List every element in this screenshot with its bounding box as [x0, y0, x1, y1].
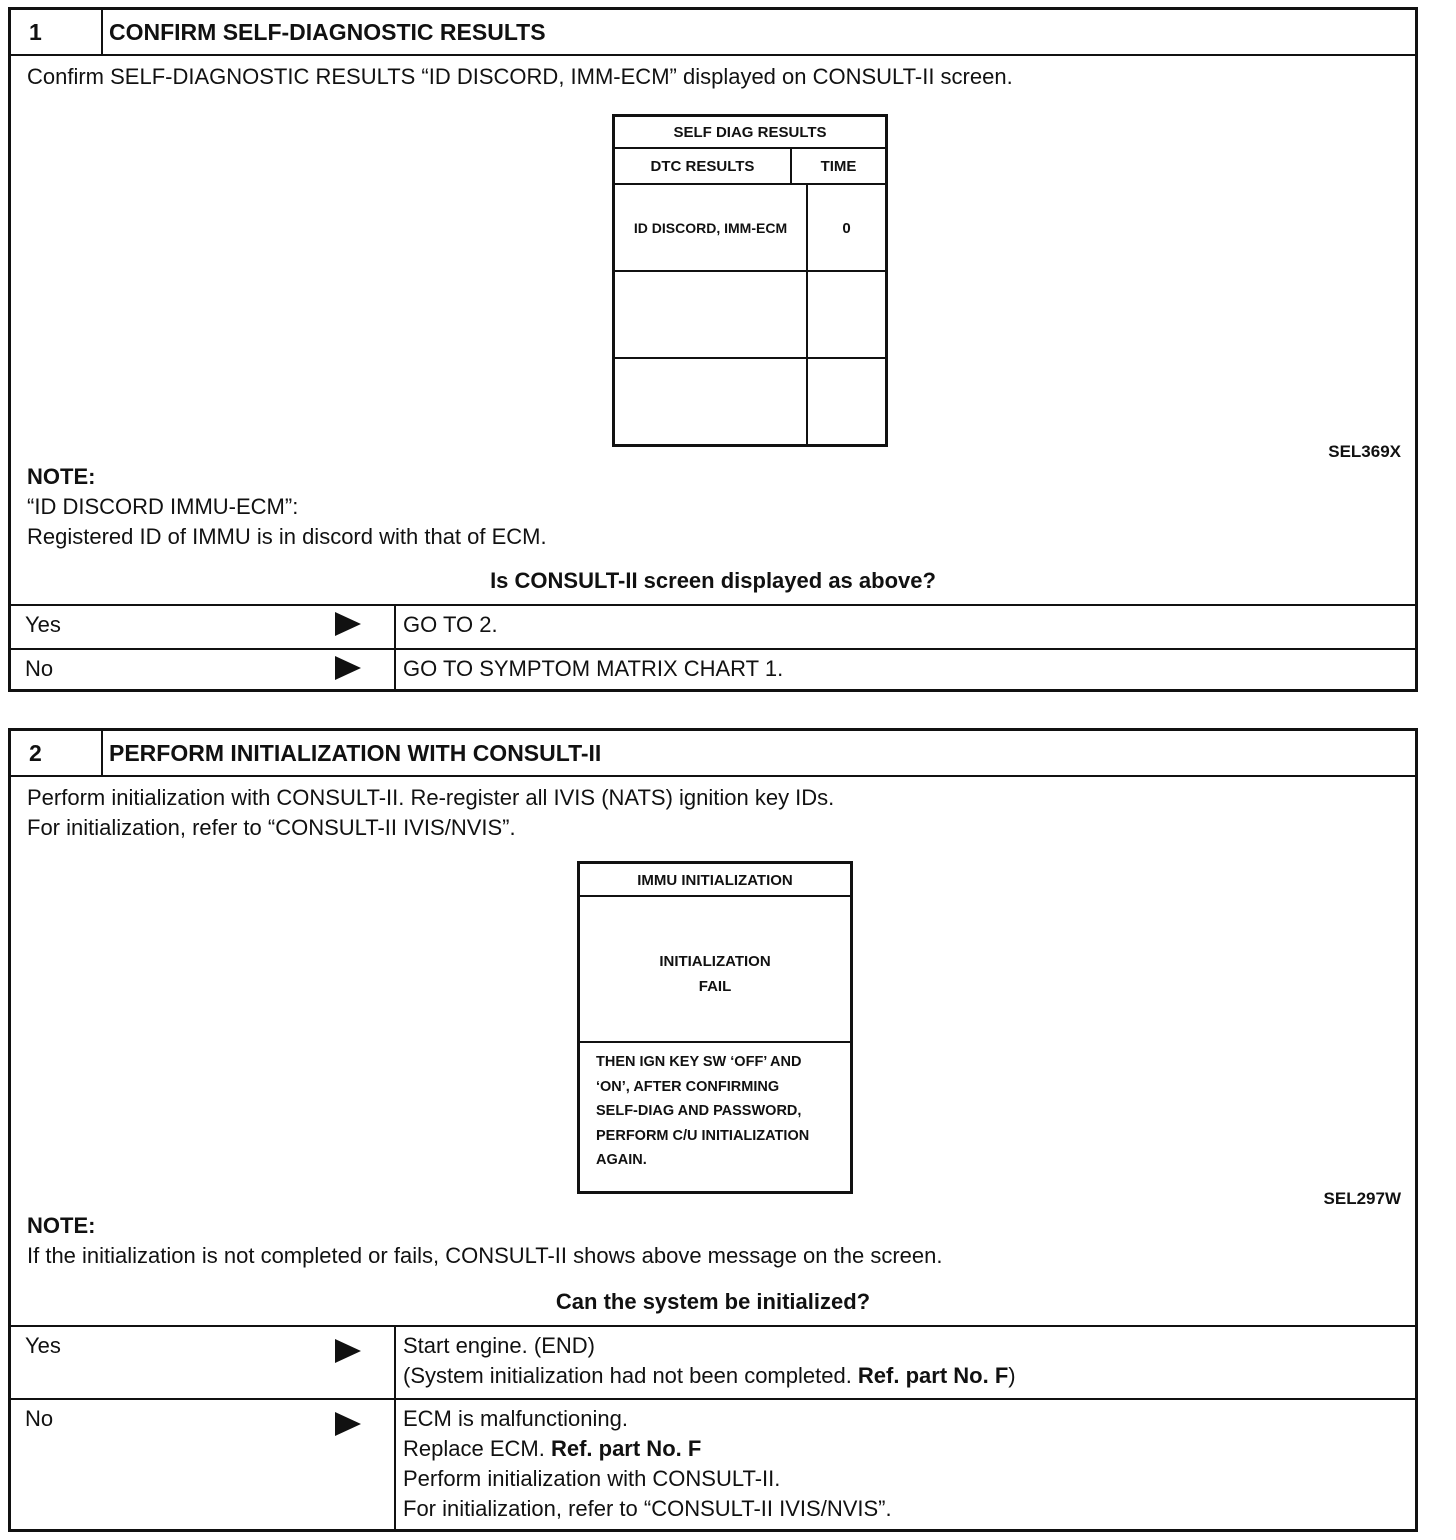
screen-header: IMMU INITIALIZATION — [580, 864, 850, 897]
step-2-title: PERFORM INITIALIZATION WITH CONSULT-II — [109, 740, 602, 766]
dtc-result-cell — [615, 272, 808, 359]
step-1-question: Is CONSULT-II screen displayed as above? — [490, 568, 936, 593]
status-line: FAIL — [698, 978, 732, 995]
time-column-header: TIME — [792, 149, 885, 185]
answer-result: GO TO SYMPTOM MATRIX CHART 1. — [403, 656, 784, 681]
dtc-result-cell — [615, 359, 808, 444]
step-1-header — [11, 10, 1415, 56]
status-line: INITIALIZATION — [659, 953, 771, 970]
answer-label: Yes — [25, 612, 61, 637]
result-line — [403, 1361, 1016, 1391]
note-line: Registered ID of IMMU is in discord with that of ECM. — [27, 524, 547, 549]
result-line: Perform initialization with CONSULT-II. — [403, 1466, 781, 1491]
answer-result — [403, 1331, 1016, 1391]
figure-code: SEL297W — [1323, 1189, 1401, 1208]
divider — [394, 606, 396, 648]
arrow-right-icon — [335, 612, 361, 636]
step-2-instruction: For initialization, refer to “CONSULT-II IVIS/NVIS”. — [27, 815, 516, 840]
note-line: “ID DISCORD IMMU-ECM”: — [27, 494, 299, 519]
dtc-time-cell: 0 — [808, 185, 885, 272]
answer-result: GO TO 2. — [403, 612, 498, 637]
answer-label: No — [25, 656, 54, 681]
message-line: PERFORM C/U INITIALIZATION — [596, 1127, 810, 1144]
step-2-question: Can the system be initialized? — [555, 1289, 871, 1314]
figure-code: SEL369X — [1328, 442, 1401, 461]
step-1-instruction: Confirm SELF-DIAGNOSTIC RESULTS “ID DISCORD, IMM-ECM” displayed on CONSULT-II screen. — [27, 64, 1013, 89]
message-line: THEN IGN KEY SW ‘OFF’ AND — [596, 1054, 802, 1070]
answer-result — [403, 1404, 892, 1524]
note-label: NOTE: — [27, 464, 96, 489]
message-panel — [596, 1050, 850, 1173]
arrow-right-icon — [335, 656, 361, 680]
result-text: (System initialization had not been completed. — [403, 1363, 858, 1388]
dtc-results-column-header: DTC RESULTS — [615, 149, 792, 185]
dtc-time-cell — [808, 359, 885, 444]
result-text: ) — [1008, 1363, 1016, 1388]
self-diag-results-screen — [612, 114, 888, 447]
divider — [394, 1327, 396, 1399]
result-line — [403, 1434, 892, 1464]
status-panel — [580, 897, 850, 1043]
step-1-number: 1 — [11, 10, 103, 54]
answer-label: No — [25, 1406, 54, 1431]
answer-row-no — [11, 1398, 1415, 1531]
message-line: AGAIN. — [596, 1152, 647, 1168]
answer-row-yes — [11, 604, 1415, 648]
result-line: ECM is malfunctioning. — [403, 1406, 628, 1431]
ref-part-number: Ref. part No. F — [857, 1363, 1009, 1388]
divider — [394, 1400, 396, 1531]
answer-label: Yes — [25, 1333, 61, 1358]
message-line: SELF-DIAG AND PASSWORD, — [596, 1103, 802, 1119]
result-line: Start engine. (END) — [403, 1333, 595, 1358]
note-text: If the initialization is not completed or fails, CONSULT-II shows above message on the screen. — [27, 1243, 943, 1268]
dtc-time-cell — [808, 272, 885, 359]
ref-part-number: Ref. part No. F — [550, 1436, 702, 1461]
dtc-result-cell: ID DISCORD, IMM-ECM — [615, 185, 808, 272]
message-line: ‘ON’, AFTER CONFIRMING — [596, 1078, 780, 1095]
answer-row-yes — [11, 1325, 1415, 1399]
step-2-block — [8, 728, 1418, 1532]
arrow-right-icon — [335, 1412, 361, 1436]
step-2-header — [11, 731, 1415, 777]
arrow-right-icon — [335, 1339, 361, 1363]
result-line: For initialization, refer to “CONSULT-II IVIS/NVIS”. — [403, 1496, 892, 1521]
note-label: NOTE: — [27, 1213, 96, 1238]
step-2-number: 2 — [11, 731, 103, 775]
result-text: Replace ECM. — [403, 1436, 551, 1461]
step-2-instruction: Perform initialization with CONSULT-II. Re-register all IVIS (NATS) ignition key IDs. — [27, 785, 835, 810]
screen-header: SELF DIAG RESULTS — [615, 117, 885, 149]
step-1-block — [8, 7, 1418, 692]
immu-initialization-screen — [577, 861, 853, 1194]
divider — [394, 650, 396, 691]
step-1-title: CONFIRM SELF-DIAGNOSTIC RESULTS — [109, 19, 546, 45]
answer-row-no — [11, 648, 1415, 691]
